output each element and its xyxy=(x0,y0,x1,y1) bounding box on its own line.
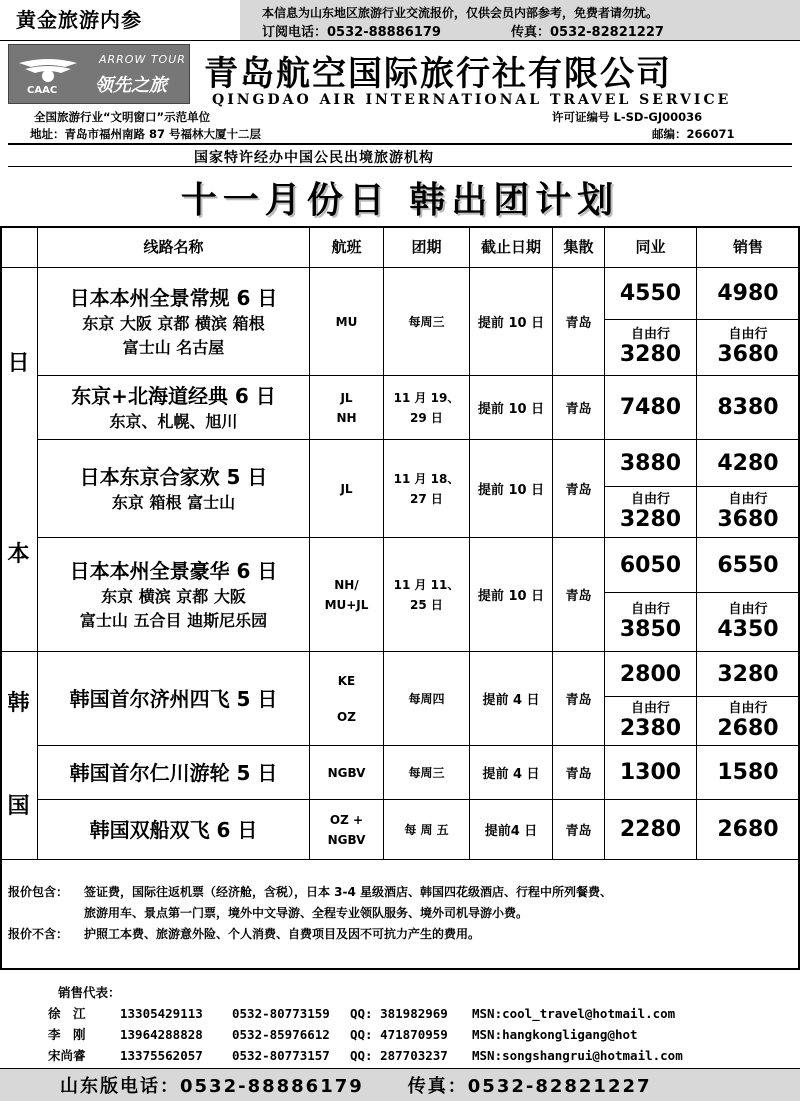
include-text: 签证费，国际往返机票（经济舱，含税），日本 3-4 星级酒店、韩国四花级酒店、行程中所列餐费、 xyxy=(84,885,613,899)
flight-code: OZ xyxy=(337,709,356,724)
rep-qq: QQ: 287703237 xyxy=(350,1048,448,1063)
peer-price-cell xyxy=(605,440,697,487)
route-name: 韩国首尔济州四飞 5 日 xyxy=(69,686,278,711)
sale-price: 4280 xyxy=(717,450,779,476)
route-name: 日本本州全景豪华 6 日 xyxy=(69,558,278,583)
flight-code: KE xyxy=(337,673,356,688)
rep-phone: 0532-85976612 xyxy=(232,1027,330,1042)
header-deadline xyxy=(470,226,553,268)
price-notes xyxy=(8,882,792,945)
sale-price: 6550 xyxy=(717,552,779,578)
departure-dates: 每周三 xyxy=(408,314,445,329)
route-cities: 东京 横滨 京都 大阪 xyxy=(101,586,246,606)
peer-price: 4550 xyxy=(619,281,682,306)
header-peer-label: 同业 xyxy=(635,238,666,256)
gather-cell xyxy=(553,376,605,440)
sale-free-price-cell xyxy=(697,320,800,376)
free-travel-label: 自由行 xyxy=(728,491,768,507)
peer-price: 2280 xyxy=(619,817,682,842)
divider xyxy=(8,166,792,167)
deadline-cell xyxy=(470,746,553,800)
rep-name: 李 刚 xyxy=(48,1027,86,1042)
flight-code: MU+JL xyxy=(324,597,369,612)
rep-qq: QQ: 381982969 xyxy=(350,1006,448,1021)
peer-free-price-cell xyxy=(605,593,697,652)
flight-code: OZ + xyxy=(329,812,364,827)
peer-price: 3880 xyxy=(619,450,682,476)
deadline: 提前4 日 xyxy=(484,824,538,839)
peer-price-cell xyxy=(605,538,697,593)
departure-dates: 每 周 五 xyxy=(404,822,449,837)
departure-dates: 27 日 xyxy=(410,491,443,506)
header-region-cell xyxy=(0,226,38,268)
region-japan xyxy=(0,268,38,652)
sale-price-cell xyxy=(697,652,800,697)
sale-price: 8380 xyxy=(717,395,779,420)
gather-city: 青岛 xyxy=(565,402,592,417)
departure-dates: 每周四 xyxy=(408,691,445,706)
divider xyxy=(8,143,792,145)
dates-cell xyxy=(384,746,470,800)
sale-price: 4980 xyxy=(717,281,779,306)
dates-cell xyxy=(384,652,470,746)
free-travel-label: 自由行 xyxy=(630,601,670,617)
rep-qq: QQ: 471870959 xyxy=(350,1027,448,1042)
route-cell xyxy=(38,800,310,860)
sales-reps xyxy=(48,982,712,1066)
header-deadline-label: 截止日期 xyxy=(480,238,541,256)
sale-price-cell xyxy=(697,440,800,487)
include-label: 报价包含： xyxy=(8,885,69,899)
subscription-line xyxy=(262,21,664,40)
company-name: 青岛航空国际旅行社有限公司 xyxy=(204,54,672,94)
flight-cell xyxy=(310,376,384,440)
route-cities: 东京 大阪 京都 横滨 箱根 xyxy=(82,313,265,333)
dates-cell xyxy=(384,376,470,440)
rep-name: 徐 江 xyxy=(48,1006,86,1021)
notice-text: 本信息为山东地区旅游行业交流报价，仅供会员内部参考，免费者请勿扰。 xyxy=(262,6,659,20)
sale-free-price-cell xyxy=(697,593,800,652)
departure-dates: 11 月 19、 xyxy=(393,390,460,405)
region-japan-char: 本 xyxy=(7,542,30,568)
free-travel-label: 自由行 xyxy=(728,700,768,716)
header-sale xyxy=(697,226,800,268)
header-flight xyxy=(310,226,384,268)
rep-phone: 0532-80773159 xyxy=(232,1006,330,1021)
deadline: 提前 10 日 xyxy=(477,589,545,604)
header-gather xyxy=(553,226,605,268)
reps-title: 销售代表： xyxy=(58,985,121,1000)
flight-cell xyxy=(310,800,384,860)
sale-price-cell xyxy=(697,268,800,320)
region-korea xyxy=(0,652,38,860)
rep-row xyxy=(48,1045,712,1066)
region-korea-char: 韩 xyxy=(7,690,30,716)
flight-cell xyxy=(310,440,384,538)
dates-cell xyxy=(384,440,470,538)
route-name: 韩国双船双飞 6 日 xyxy=(89,817,258,842)
header-sale-label: 销售 xyxy=(732,238,763,256)
rep-msn: MSN:songshangrui@hotmail.com xyxy=(472,1048,683,1063)
fax-phone: 0532-82821227 xyxy=(549,25,664,40)
free-travel-label: 自由行 xyxy=(728,327,768,342)
free-travel-label: 自由行 xyxy=(630,700,670,716)
peer-price: 1300 xyxy=(619,760,682,785)
flight-code: NGBV xyxy=(327,765,366,780)
route-cell xyxy=(38,746,310,800)
authority-text: 国家特许经办中国公民出境旅游机构 xyxy=(194,150,434,166)
sale-free-price: 4350 xyxy=(717,616,779,642)
flight-code: JL xyxy=(340,390,353,405)
header-flight-label: 航班 xyxy=(331,238,362,256)
deadline-cell xyxy=(470,652,553,746)
route-cities: 东京、札幌、旭川 xyxy=(109,411,238,431)
fax-label: 传真： xyxy=(510,25,550,40)
rep-mobile: 13305429113 xyxy=(120,1006,203,1021)
deadline-cell xyxy=(470,800,553,860)
rep-msn: MSN:cool_travel@hotmail.com xyxy=(472,1006,676,1021)
dates-cell xyxy=(384,538,470,652)
deadline-cell xyxy=(470,268,553,376)
company-name-en: QINGDAO AIR INTERNATIONAL TRAVEL SERVICE xyxy=(212,92,732,108)
header-gather-label: 集散 xyxy=(563,238,594,256)
dates-cell xyxy=(384,268,470,376)
route-cell xyxy=(38,652,310,746)
route-cities: 富士山 五合目 迪斯尼乐园 xyxy=(79,610,268,630)
flight-code: MU xyxy=(335,314,358,329)
logo-caac: CAAC xyxy=(27,85,58,96)
route-name: 日本本州全景常规 6 日 xyxy=(69,285,278,310)
header-dates xyxy=(384,226,470,268)
sale-free-price: 2680 xyxy=(717,715,779,741)
gather-cell xyxy=(553,268,605,376)
gather-cell xyxy=(553,800,605,860)
exclude-text: 护照工本费、旅游意外险、个人消费、自费项目及因不可抗力产生的费用。 xyxy=(84,927,481,941)
peer-price-cell xyxy=(605,268,697,320)
sale-price-cell xyxy=(697,800,800,860)
sale-free-price-cell xyxy=(697,487,800,538)
flight-cell xyxy=(310,746,384,800)
license-number: 许可证编号 L-SD-GJ00036 xyxy=(552,110,703,124)
sale-free-price-cell xyxy=(697,697,800,746)
route-cell xyxy=(38,376,310,440)
rep-phone: 0532-80773157 xyxy=(232,1048,330,1063)
sale-free-price: 3680 xyxy=(717,342,779,367)
deadline: 提前 4 日 xyxy=(482,693,540,708)
airline-wing-icon xyxy=(17,55,79,85)
header-route xyxy=(38,226,310,268)
deadline-cell xyxy=(470,376,553,440)
deadline: 提前 10 日 xyxy=(477,483,545,498)
deadline: 提前 10 日 xyxy=(477,316,545,331)
free-travel-label: 自由行 xyxy=(728,601,768,617)
peer-price: 2800 xyxy=(619,661,682,687)
exclude-label: 报价不含： xyxy=(8,927,69,941)
header-peer xyxy=(605,226,697,268)
route-name: 韩国首尔仁川游轮 5 日 xyxy=(69,760,278,785)
gather-cell xyxy=(553,538,605,652)
peer-price-cell xyxy=(605,800,697,860)
footer-contact xyxy=(60,1072,652,1098)
rep-msn: MSN:hangkongligang@hot xyxy=(472,1027,638,1042)
peer-free-price: 3280 xyxy=(619,506,682,532)
sale-free-price: 3680 xyxy=(717,506,779,532)
gather-city: 青岛 xyxy=(565,693,592,708)
logo-arrow-tour: ARROW TOUR xyxy=(99,53,186,66)
sale-price: 2680 xyxy=(717,817,779,842)
gather-city: 青岛 xyxy=(565,483,592,498)
footer-phone: 0532-88886179 xyxy=(180,1076,364,1097)
peer-free-price-cell xyxy=(605,320,697,376)
footer-fax: 0532-82821227 xyxy=(467,1076,652,1097)
departure-dates: 每周三 xyxy=(408,765,445,780)
deadline-cell xyxy=(470,440,553,538)
header-dates-label: 团期 xyxy=(411,238,442,256)
rep-name: 宋尚睿 xyxy=(48,1048,86,1063)
deadline: 提前 10 日 xyxy=(477,402,545,417)
peer-free-price: 3850 xyxy=(619,616,682,642)
flight-code: NH/ xyxy=(334,577,359,592)
dates-cell xyxy=(384,800,470,860)
gather-cell xyxy=(553,652,605,746)
plan-title: 十一月份日 韩出团计划 xyxy=(180,179,620,221)
peer-price-cell xyxy=(605,746,697,800)
departure-dates: 11 月 11、 xyxy=(393,577,460,592)
departure-dates: 29 日 xyxy=(410,410,443,425)
route-cell xyxy=(38,440,310,538)
free-travel-label: 自由行 xyxy=(630,491,670,507)
flight-code: NGBV xyxy=(327,832,366,847)
rep-row xyxy=(48,1003,712,1024)
region-korea-char: 国 xyxy=(7,794,30,820)
include-text-2: 旅游用车、景点第一门票，境外中文导游、全程专业领队服务、境外司机导游小费。 xyxy=(84,906,529,920)
sale-price-cell xyxy=(697,376,800,440)
peer-price-cell xyxy=(605,376,697,440)
peer-price-cell xyxy=(605,652,697,697)
region-japan-char: 日 xyxy=(7,350,30,376)
brand-title: 黄金旅游内参 xyxy=(0,0,240,40)
flight-code: JL xyxy=(340,481,353,496)
flight-code: NH xyxy=(336,410,357,425)
order-label: 订阅电话： xyxy=(262,25,328,40)
peer-price: 6050 xyxy=(619,552,682,578)
rep-mobile: 13375562057 xyxy=(120,1048,203,1063)
order-phone: 0532-88886179 xyxy=(327,25,441,40)
company-logo xyxy=(8,44,190,104)
header-route-label: 线路名称 xyxy=(143,238,204,256)
route-name: 东京+北海道经典 6 日 xyxy=(71,383,276,408)
gather-city: 青岛 xyxy=(565,316,592,331)
gather-cell xyxy=(553,746,605,800)
postcode: 邮编：266071 xyxy=(652,127,735,141)
departure-dates: 11 月 18、 xyxy=(393,471,460,486)
peer-free-price-cell xyxy=(605,487,697,538)
peer-price: 7480 xyxy=(619,395,682,420)
route-cell xyxy=(38,268,310,376)
flight-cell xyxy=(310,652,384,746)
sale-price: 1580 xyxy=(717,760,779,785)
logo-slogan: 领先之旅 xyxy=(95,75,167,96)
address: 地址：青岛市福州南路 87 号福林大厦十二层 xyxy=(30,127,262,141)
sale-price: 3280 xyxy=(717,661,779,687)
rep-row xyxy=(48,1024,712,1045)
flight-cell xyxy=(310,538,384,652)
free-travel-label: 自由行 xyxy=(630,327,670,342)
deadline-cell xyxy=(470,538,553,652)
flight-cell xyxy=(310,268,384,376)
departure-dates: 25 日 xyxy=(410,597,443,612)
footer-fax-label: 传真： xyxy=(407,1076,468,1097)
route-cities: 富士山 名古屋 xyxy=(122,337,225,357)
gather-city: 青岛 xyxy=(565,589,592,604)
route-cell xyxy=(38,538,310,652)
route-name: 日本东京合家欢 5 日 xyxy=(79,464,268,489)
footer-phone-label: 山东版电话： xyxy=(60,1076,180,1097)
route-cities: 东京 箱根 富士山 xyxy=(111,492,236,512)
sale-price-cell xyxy=(697,746,800,800)
sale-price-cell xyxy=(697,538,800,593)
peer-free-price: 3280 xyxy=(619,342,682,367)
gather-city: 青岛 xyxy=(565,824,592,839)
gather-city: 青岛 xyxy=(565,767,592,782)
deadline: 提前 4 日 xyxy=(482,767,540,782)
peer-free-price: 2380 xyxy=(619,715,682,741)
rep-mobile: 13964288828 xyxy=(120,1027,203,1042)
honor-text: 全国旅游行业“文明窗口”示范单位 xyxy=(34,110,211,124)
gather-cell xyxy=(553,440,605,538)
peer-free-price-cell xyxy=(605,697,697,746)
